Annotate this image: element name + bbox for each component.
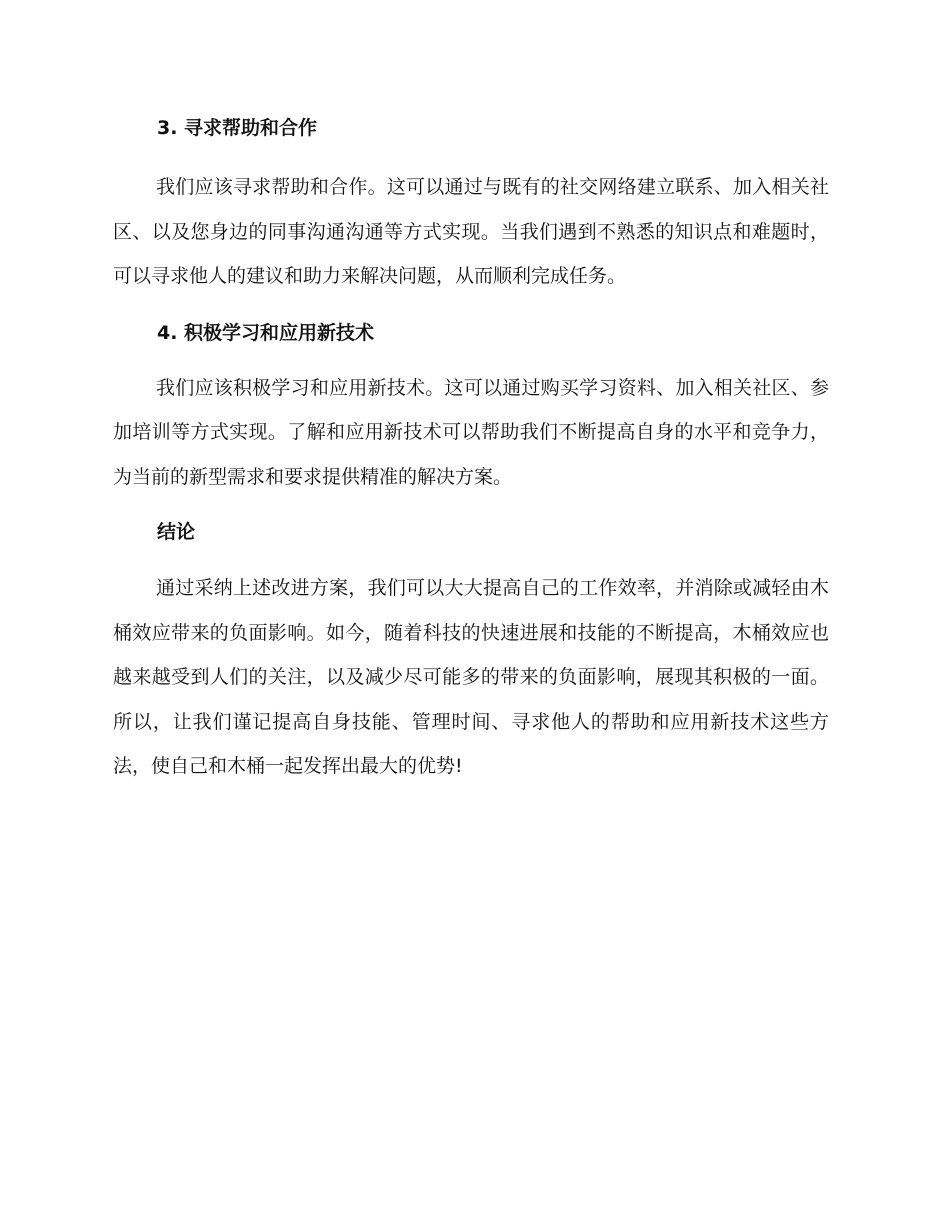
section-paragraph-conclusion: 通过采纳上述改进方案，我们可以大大提高自己的工作效率，并消除或减轻由木桶效应带来的负面影响。如今，随着科技的快速进展和技能的不断提高，木桶效应也越来越受到人们的关注，以及减少尽可能多的带来的负面影响，展现其积极的一面。所以，让我们谨记提高自身技能、管理时间、寻求他人的帮助和应用新技术这些方法，使自己和木桶一起发挥出最大的优势!	[113, 577, 829, 777]
section-paragraph-new-technology: 我们应该积极学习和应用新技术。这可以通过购买学习资料、加入相关社区、参加培训等方式实现。了解和应用新技术可以帮助我们不断提高自身的水平和竞争力，为当前的新型需求和要求提供精准的解决方案。	[113, 376, 829, 488]
section-heading-conclusion: 结论	[157, 521, 196, 543]
document-content	[113, 112, 829, 789]
section-heading-new-technology: 4. 积极学习和应用新技术	[157, 321, 375, 344]
section-heading-help-cooperation: 3. 寻求帮助和合作	[157, 117, 318, 139]
section-paragraph-help-cooperation: 我们应该寻求帮助和合作。这可以通过与既有的社交网络建立联系、加入相关社区、以及您身边的同事沟通沟通等方式实现。当我们遇到不熟悉的知识点和难题时，可以寻求他人的建议和助力来解决问题，从而顺利完成任务。	[113, 176, 829, 287]
